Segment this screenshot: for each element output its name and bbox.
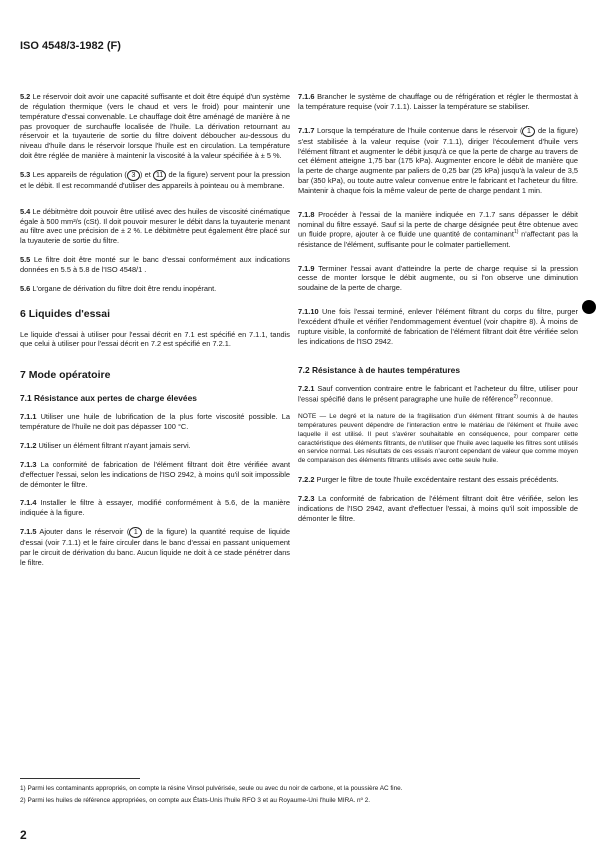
clause-number: 7.2.2 bbox=[298, 475, 315, 485]
clause-text: Installer le filtre à essayer, modifié conformément à 5.6, de la manière indiquée à la figure. bbox=[20, 498, 290, 518]
clause-text: reconnue. bbox=[520, 393, 553, 403]
clause-text: Le réservoir doit avoir une capacité suffisante et doit être équipé d'un système de régulation thermique (vers le chaud et vers le froid) pour maintenir une température d'essai convenable. Le chauffage doit être aménagé de manière à ne pas provoquer de surchauffe localisée de l'huile. La dérivation retournant au réservoir et la tuyauterie de sortie du filtre doivent déboucher au-dessous du niveau d'huile dans le réservoir lorsque l'huile est en circulation. La température doit être réglée de manière à maintenir la viscosité à la valeur spécifiée à ± 5 %. bbox=[20, 92, 290, 161]
section-7-2-heading: 7.2 Résistance à de hautes températures bbox=[298, 364, 460, 375]
clause-number: 7.1.9 bbox=[298, 263, 315, 273]
clause-7-1-8 bbox=[298, 210, 578, 250]
footnotes bbox=[20, 784, 580, 809]
document-header: ISO 4548/3-1982 (F) bbox=[20, 40, 121, 52]
clause-text: Une fois l'essai terminé, enlever l'élément filtrant du corps du filtre, purger l'excédent d'huile et vérifier l'endommagement éventuel (voir chapitre 8). À moins de rupture visible, la conformité de fabrication de l'élément filtrant doit être vérifiée selon les indications de l'ISO 2942. bbox=[298, 307, 578, 346]
right-column bbox=[298, 92, 578, 533]
clause-text: Sauf convention contraire entre le fabricant et l'acheteur du filtre, utiliser pour l'essai spécifié dans le présent paragraphe une huile de référence bbox=[298, 383, 578, 403]
clause-number: 5.2 bbox=[20, 92, 31, 101]
clause-text: de la figure) la quantité requise de liquide d'essai (voir 7.1.1) et le faire circuler dans le banc d'essai en passant uniquement par le circuit de dérivation du banc. Aucun liquide ne doit à ce stade pénétrer dans le filtre. bbox=[20, 527, 290, 567]
clause-7-2-1 bbox=[298, 384, 578, 404]
clause-text: Terminer l'essai avant d'atteindre la perte de charge requise si la pression cesse de monter lorsque le débit augmente, ou si l'on observe une diminution soudaine de la perte de charge. bbox=[298, 263, 578, 293]
clause-number: 7.1.4 bbox=[20, 498, 37, 508]
callout-circle: 11 bbox=[153, 170, 166, 181]
left-column bbox=[20, 92, 290, 577]
clause-number: 7.2.3 bbox=[298, 494, 315, 504]
clause-text: L'organe de dérivation du filtre doit être rendu inopérant. bbox=[32, 283, 217, 293]
clause-number: 7.1.3 bbox=[20, 459, 37, 469]
margin-bullet-icon bbox=[582, 300, 596, 314]
clause-5-4 bbox=[20, 207, 290, 246]
clause-7-2-3 bbox=[298, 494, 578, 524]
clause-text: Ajouter dans le réservoir ( bbox=[39, 527, 130, 537]
clause-5-3 bbox=[20, 170, 290, 191]
footnote-1: 1) Parmi les contaminants appropriés, on compte la résine Vinsol pulvérisée, seule ou avec du noir de carbone, et la poussière AC fine. bbox=[20, 785, 403, 792]
clause-text: Les appareils de régulation ( bbox=[32, 169, 127, 179]
clause-text: La conformité de fabrication de l'élément filtrant doit être vérifiée avant d'effectuer l'essai, selon les indications de l'ISO 2942, à moins qu'il soit impossible de démonter le filtre. bbox=[20, 459, 290, 489]
clause-text: Procéder à l'essai de la manière indiquée en 7.1.7 sans dépasser le débit nominal du filtre essayé. Sauf si la perte de charge désignée peut être obtenue avec un fluide propre, ajouter à ce fluide une quantité de contaminant bbox=[298, 209, 578, 239]
clause-number: 5.6 bbox=[20, 283, 31, 293]
page-number: 2 bbox=[20, 828, 27, 842]
clause-number: 7.1.5 bbox=[20, 527, 37, 537]
clause-number: 7.1.6 bbox=[298, 92, 315, 101]
footnote-ref: 2) bbox=[513, 393, 518, 400]
clause-text: n'affectant pas la résistance de l'élément, suffisante pour le colmater partiellement. bbox=[298, 229, 578, 249]
section-7-heading: 7 Mode opératoire bbox=[20, 369, 111, 382]
clause-5-6 bbox=[20, 284, 290, 294]
clause-7-2-2 bbox=[298, 475, 578, 485]
clause-text: Le débitmètre doit pouvoir être utilisé avec des huiles de viscosité cinématique égale à 500 mm²/s (cSt). Il doit pouvoir mesurer le débit dans la tuyauterie menant au filtre avec une précision de ± 2 %. Le débitmètre peut également être placé sur la tuyauterie de sortie du filtre. bbox=[20, 206, 290, 246]
clause-number: 7.1.7 bbox=[298, 125, 315, 135]
footnote-divider bbox=[20, 778, 140, 779]
clause-7-1-1 bbox=[20, 412, 290, 432]
clause-7-1-5 bbox=[20, 527, 290, 568]
clause-7-1-7 bbox=[298, 126, 578, 196]
footnote-ref: 1) bbox=[513, 229, 519, 236]
section-6-text: Le liquide d'essai à utiliser pour l'essai décrit en 7.1 est spécifié en 7.1.1, tandis que celui à utiliser pour l'essai décrit en 7.2 est spécifié en 7.2.1. bbox=[20, 329, 290, 349]
clause-number: 7.2.1 bbox=[298, 383, 315, 393]
clause-number: 5.4 bbox=[20, 206, 31, 216]
clause-text: de la figure) s'est stabilisée à la valeur requise (voir 7.1.1), diriger l'écoulement d'huile vers l'élément filtrant et augmenter le débit jusqu'à ce que la perte de charge au travers de cet élément atteigne 1,75 bar (175 kPa). Augmenter encore le débit de manière que la perte de charge augmente par paliers de 0,25 bar (25 kPa) jusqu'à la valeur de 3,5 bar (350 kPa), ou toute autre valeur convenue entre le fabricant et l'acheteur du filtre. Maintenir à chaque fois la même valeur de perte de charge pendant 1 min. bbox=[298, 125, 578, 195]
clause-7-1-4 bbox=[20, 498, 290, 518]
clause-text: Brancher le système de chauffage ou de réfrigération et régler le thermostat à la température requise (voir 7.1.1). Laisser la température se stabiliser. bbox=[298, 92, 578, 111]
callout-circle: 1 bbox=[129, 527, 142, 538]
clause-number: 5.5 bbox=[20, 255, 31, 265]
clause-number: 5.3 bbox=[20, 169, 31, 179]
clause-number: 7.1.2 bbox=[20, 441, 37, 451]
clause-5-2 bbox=[20, 92, 290, 161]
clause-number: 7.1.1 bbox=[20, 412, 37, 422]
footnote-2: 2) Parmi les huiles de référence appropriées, on compte aux États-Unis l'huile RFO 3 et au Royaume-Uni l'huile MIRA. nº 2. bbox=[20, 797, 371, 805]
clause-text: Le filtre doit être monté sur le banc d'essai conformément aux indications données en 5.5 à 5.8 de l'ISO 4548/1 . bbox=[20, 255, 290, 274]
clause-text: de la figure) servent pour la pression et le débit. Il est recommandé d'utiliser des appareils à pointeau ou à membrane. bbox=[20, 169, 290, 190]
clause-7-1-10 bbox=[298, 307, 578, 346]
note-paragraph: NOTE — Le degré et la nature de la fragilisation d'un élément filtrant soumis à de hautes températures peuvent dépendre de l'interaction entre le matériau de l'élément et l'huile avec laquelle il est utilisé. Il peut s'avérer souhaitable en conséquence, pour comparer cette caractéristique des éléments filtrants, de n'utiliser que l'huile avec laquelle les filtres sont utilisés en service normal. Les résultats de ces essais n'auront cependant de valeur que comme moyen de comparaison des éléments filtrants utilisés avec cette seule huile. bbox=[298, 412, 578, 465]
clause-text: ) et bbox=[139, 169, 151, 179]
section-7-1-heading: 7.1 Résistance aux pertes de charge élevées bbox=[20, 393, 197, 404]
clause-7-1-3 bbox=[20, 460, 290, 490]
clause-text: Utiliser une huile de lubrification de la plus forte viscosité possible. La température de l'huile ne doit pas dépasser 100 °C. bbox=[20, 412, 290, 432]
callout-circle: 3 bbox=[127, 170, 140, 181]
clause-text: Purger le filtre de toute l'huile excédentaire restant des essais précédents. bbox=[316, 475, 559, 485]
clause-number: 7.1.8 bbox=[298, 209, 315, 219]
clause-7-1-6 bbox=[298, 92, 578, 112]
clause-text: Lorsque la température de l'huile contenue dans le réservoir ( bbox=[317, 125, 523, 135]
clause-5-5 bbox=[20, 255, 290, 275]
clause-7-1-9 bbox=[298, 264, 578, 294]
clause-text: Utiliser un élément filtrant n'ayant jamais servi. bbox=[38, 441, 191, 451]
clause-7-1-2 bbox=[20, 441, 290, 451]
clause-number: 7.1.10 bbox=[298, 307, 319, 317]
section-6-heading: 6 Liquides d'essai bbox=[20, 307, 111, 320]
callout-circle: 1 bbox=[522, 126, 535, 137]
clause-text: La conformité de fabrication de l'élément filtrant doit être vérifiée, selon les indications de l'ISO 2942, avant d'effectuer l'essai, à moins qu'il soit impossible de démonter le filtre. bbox=[298, 494, 579, 523]
